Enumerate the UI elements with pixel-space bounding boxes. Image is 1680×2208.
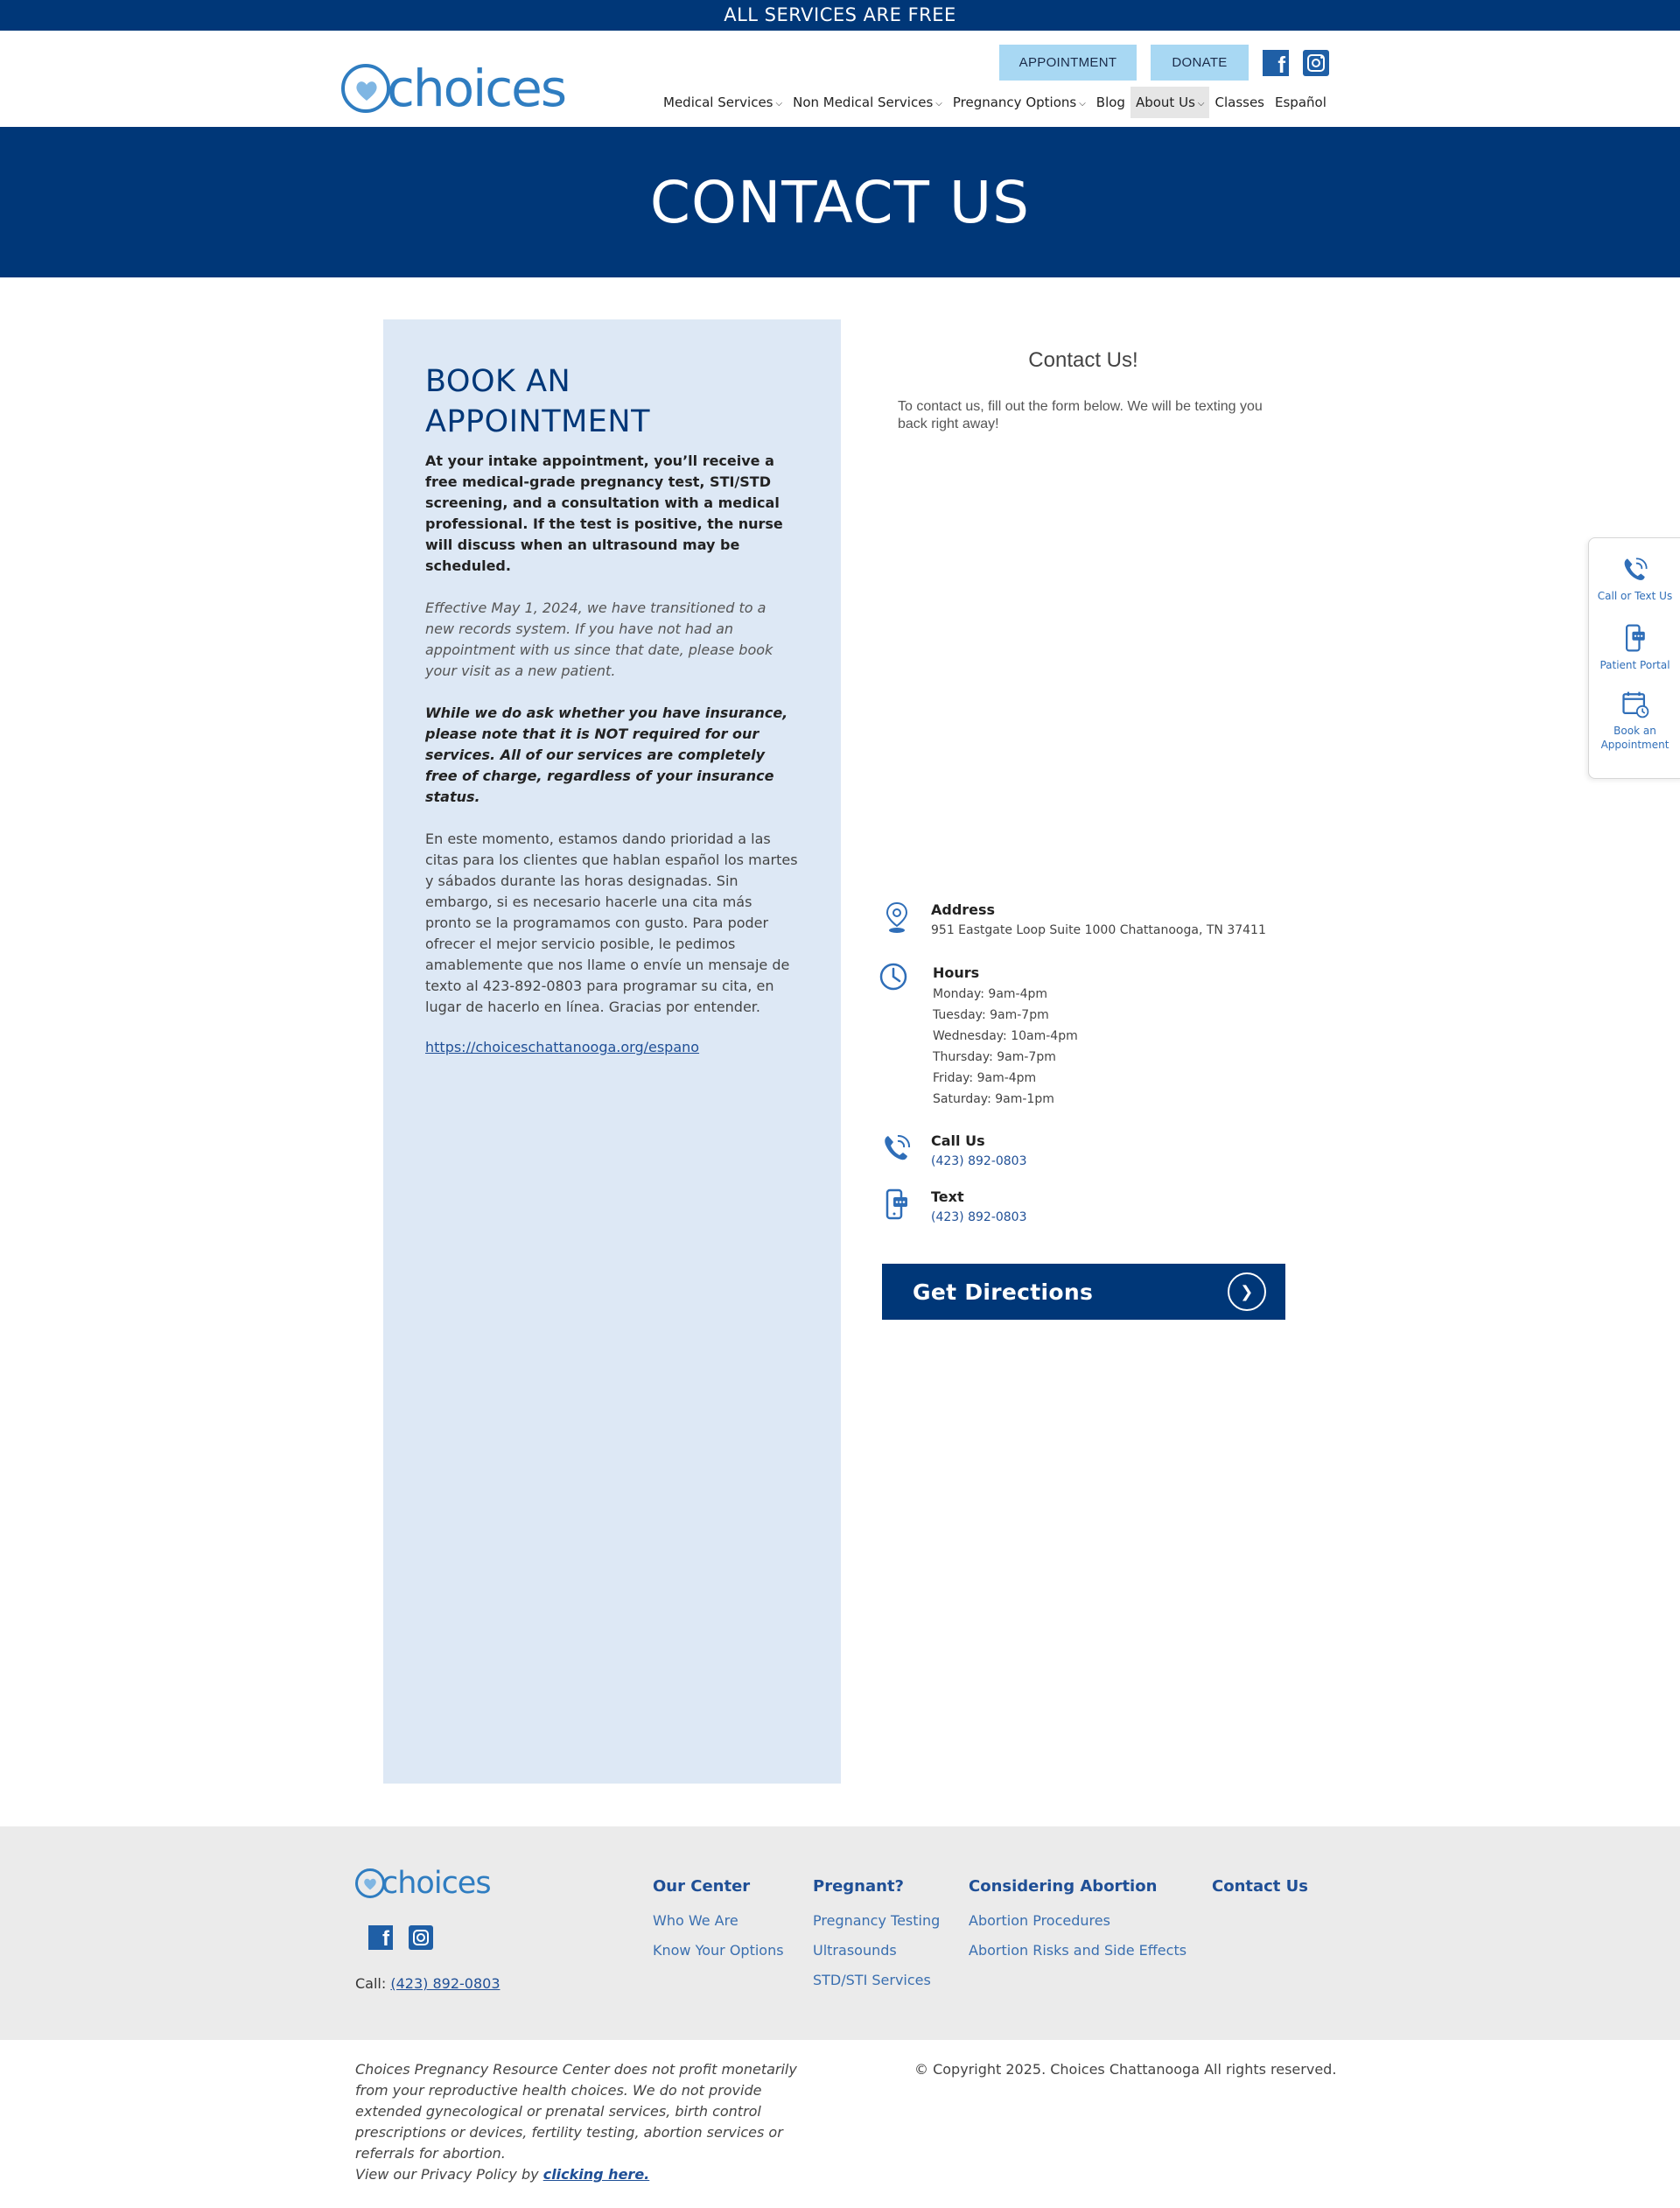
privacy-prefix: View our Privacy Policy by <box>355 2166 539 2183</box>
facebook-icon[interactable]: f <box>368 1925 393 1950</box>
hours-friday: Friday: 9am-4pm <box>933 1071 1037 1085</box>
main-nav <box>658 87 1332 118</box>
heart-logo-icon <box>355 1868 385 1898</box>
appointment-button[interactable]: APPOINTMENT <box>999 45 1137 81</box>
footer-link-std-sti[interactable]: STD/STI Services <box>813 1972 931 1988</box>
phone-icon <box>879 1131 914 1166</box>
hours-thursday: Thursday: 9am-7pm <box>933 1050 1056 1064</box>
footer-col-pregnant <box>813 1877 940 1995</box>
footer-link-who-we-are[interactable]: Who We Are <box>653 1912 738 1929</box>
address-label: Address <box>931 901 996 918</box>
contact-form-description: To contact us, fill out the form below. We will be texting you back right away! <box>898 399 1263 431</box>
nav-medical-services[interactable]: Medical Services ⌵ <box>663 95 783 110</box>
hero-banner <box>0 127 1680 277</box>
heart-logo-icon <box>341 64 390 113</box>
nav-about-us[interactable]: About Us ⌵ <box>1130 87 1210 118</box>
chevron-right-icon: ❯ <box>1228 1272 1266 1311</box>
footer-col-contact-us <box>1212 1877 1308 1906</box>
text-message-icon <box>879 1187 914 1222</box>
booking-panel <box>383 319 841 1784</box>
banner-text: ALL SERVICES ARE FREE <box>724 4 956 25</box>
logo-text: choices <box>387 59 566 118</box>
quick-actions-widget <box>1588 537 1680 779</box>
phone-icon <box>1620 554 1651 585</box>
call-number-link[interactable]: (423) 892-0803 <box>931 1154 1027 1168</box>
footer-logo[interactable] <box>355 1866 491 1901</box>
site-logo[interactable] <box>341 59 566 118</box>
site-header <box>0 31 1680 127</box>
hours-wednesday: Wednesday: 10am-4pm <box>933 1029 1078 1043</box>
disclaimer <box>355 2059 819 2185</box>
footer-col-our-center <box>653 1877 784 1966</box>
instagram-icon[interactable] <box>409 1925 433 1950</box>
get-directions-label: Get Directions <box>913 1279 1094 1305</box>
footer-link-abortion-risks[interactable]: Abortion Risks and Side Effects <box>969 1942 1187 1959</box>
hours-monday: Monday: 9am-4pm <box>933 987 1048 1001</box>
spanish-link[interactable]: https://choiceschattanooga.org/espano <box>425 1039 700 1055</box>
nav-classes[interactable]: Classes <box>1214 95 1264 110</box>
facebook-icon[interactable]: f <box>1263 50 1289 76</box>
insurance-note: While we do ask whether you have insurance, please note that it is NOT required for our services. All of our services are completely free of charge, regardless of your insurance status. <box>425 704 788 805</box>
booking-title: BOOK AN APPOINTMENT <box>425 364 650 439</box>
patient-portal-shortcut[interactable]: Patient Portal <box>1589 621 1680 672</box>
text-label: Text <box>931 1188 964 1205</box>
site-footer <box>0 1826 1680 2040</box>
footer-heading[interactable]: Considering Abortion <box>969 1877 1158 1896</box>
book-appointment-shortcut[interactable]: Book an Appointment <box>1589 689 1680 752</box>
footer-heading[interactable]: Pregnant? <box>813 1877 904 1896</box>
address-value: 951 Eastgate Loop Suite 1000 Chattanooga, TN 37411 <box>931 923 1266 937</box>
page-title: CONTACT US <box>649 168 1031 236</box>
booking-lead: At your intake appointment, you’ll receive a free medical-grade pregnancy test, STI/STD screening, and a consultation with a medical professional. If the test is positive, the nurse will discuss when an ultrasound may be scheduled. <box>425 452 783 574</box>
donate-button[interactable]: DONATE <box>1151 45 1249 81</box>
footer-call: Call: (423) 892-0803 <box>355 1975 500 1992</box>
footer-link-abortion-procedures[interactable]: Abortion Procedures <box>969 1912 1110 1929</box>
contact-form-title: Contact Us! <box>1028 348 1138 372</box>
footer-call-link[interactable]: (423) 892-0803 <box>390 1975 500 1992</box>
nav-espanol[interactable]: Español <box>1275 95 1326 110</box>
footer-col-considering-abortion <box>969 1877 1186 1966</box>
footer-link-know-your-options[interactable]: Know Your Options <box>653 1942 784 1959</box>
location-pin-icon <box>879 900 914 935</box>
hours-tuesday: Tuesday: 9am-7pm <box>933 1008 1049 1022</box>
chevron-down-icon: ⌵ <box>1197 98 1205 109</box>
footer-heading[interactable]: Our Center <box>653 1877 751 1896</box>
text-number-link[interactable]: (423) 892-0803 <box>931 1210 1027 1224</box>
clock-icon <box>879 963 914 998</box>
calendar-icon <box>1620 689 1651 720</box>
chevron-down-icon: ⌵ <box>935 98 942 109</box>
footer-logo-text: choices <box>382 1866 491 1901</box>
disclaimer-text: Choices Pregnancy Resource Center does not profit monetarily from your reproductive health choices. We do not provide extended gynecological or prenatal services, birth control prescriptions or devices, fertility testing, abortion services or referrals for abortion. <box>355 2061 797 2162</box>
nav-non-medical-services[interactable]: Non Medical Services ⌵ <box>793 95 942 110</box>
call-label: Call Us <box>931 1132 985 1149</box>
top-banner <box>0 0 1680 31</box>
get-directions-button[interactable] <box>882 1264 1285 1320</box>
footer-link-ultrasounds[interactable]: Ultrasounds <box>813 1942 897 1959</box>
copyright: © Copyright 2025. Choices Chattanooga All rights reserved. <box>914 2061 1337 2078</box>
records-note: Effective May 1, 2024, we have transitioned to a new records system. If you have not had an appointment with us since that date, please book your visit as a new patient. <box>425 599 774 679</box>
nav-pregnancy-options[interactable]: Pregnancy Options ⌵ <box>952 95 1086 110</box>
footer-link-pregnancy-testing[interactable]: Pregnancy Testing <box>813 1912 941 1929</box>
call-or-text-shortcut[interactable]: Call or Text Us <box>1589 554 1680 603</box>
chevron-down-icon: ⌵ <box>775 98 783 109</box>
hours-label: Hours <box>933 964 980 981</box>
chevron-down-icon: ⌵ <box>1079 98 1086 109</box>
privacy-policy-link[interactable]: clicking here. <box>542 2166 650 2183</box>
instagram-icon[interactable] <box>1303 50 1329 76</box>
text-message-icon <box>1620 621 1651 655</box>
spanish-note: En este momento, estamos dando prioridad a las citas para los clientes que hablan español los martes y sábados durante las horas designadas. Sin embargo, si es necesario hacerle una cita más pronto se la programamos con gusto. Para poder ofrecer el mejor servicio posible, le pedimos amablemente que nos llame o envíe un mensaje de texto al 423-892-0803 para programar su cita, en lugar de hacerlo en línea. Gracias por entender. <box>425 831 798 1015</box>
footer-heading[interactable]: Contact Us <box>1212 1877 1309 1896</box>
hours-saturday: Saturday: 9am-1pm <box>933 1092 1054 1106</box>
nav-blog[interactable]: Blog <box>1096 95 1125 110</box>
